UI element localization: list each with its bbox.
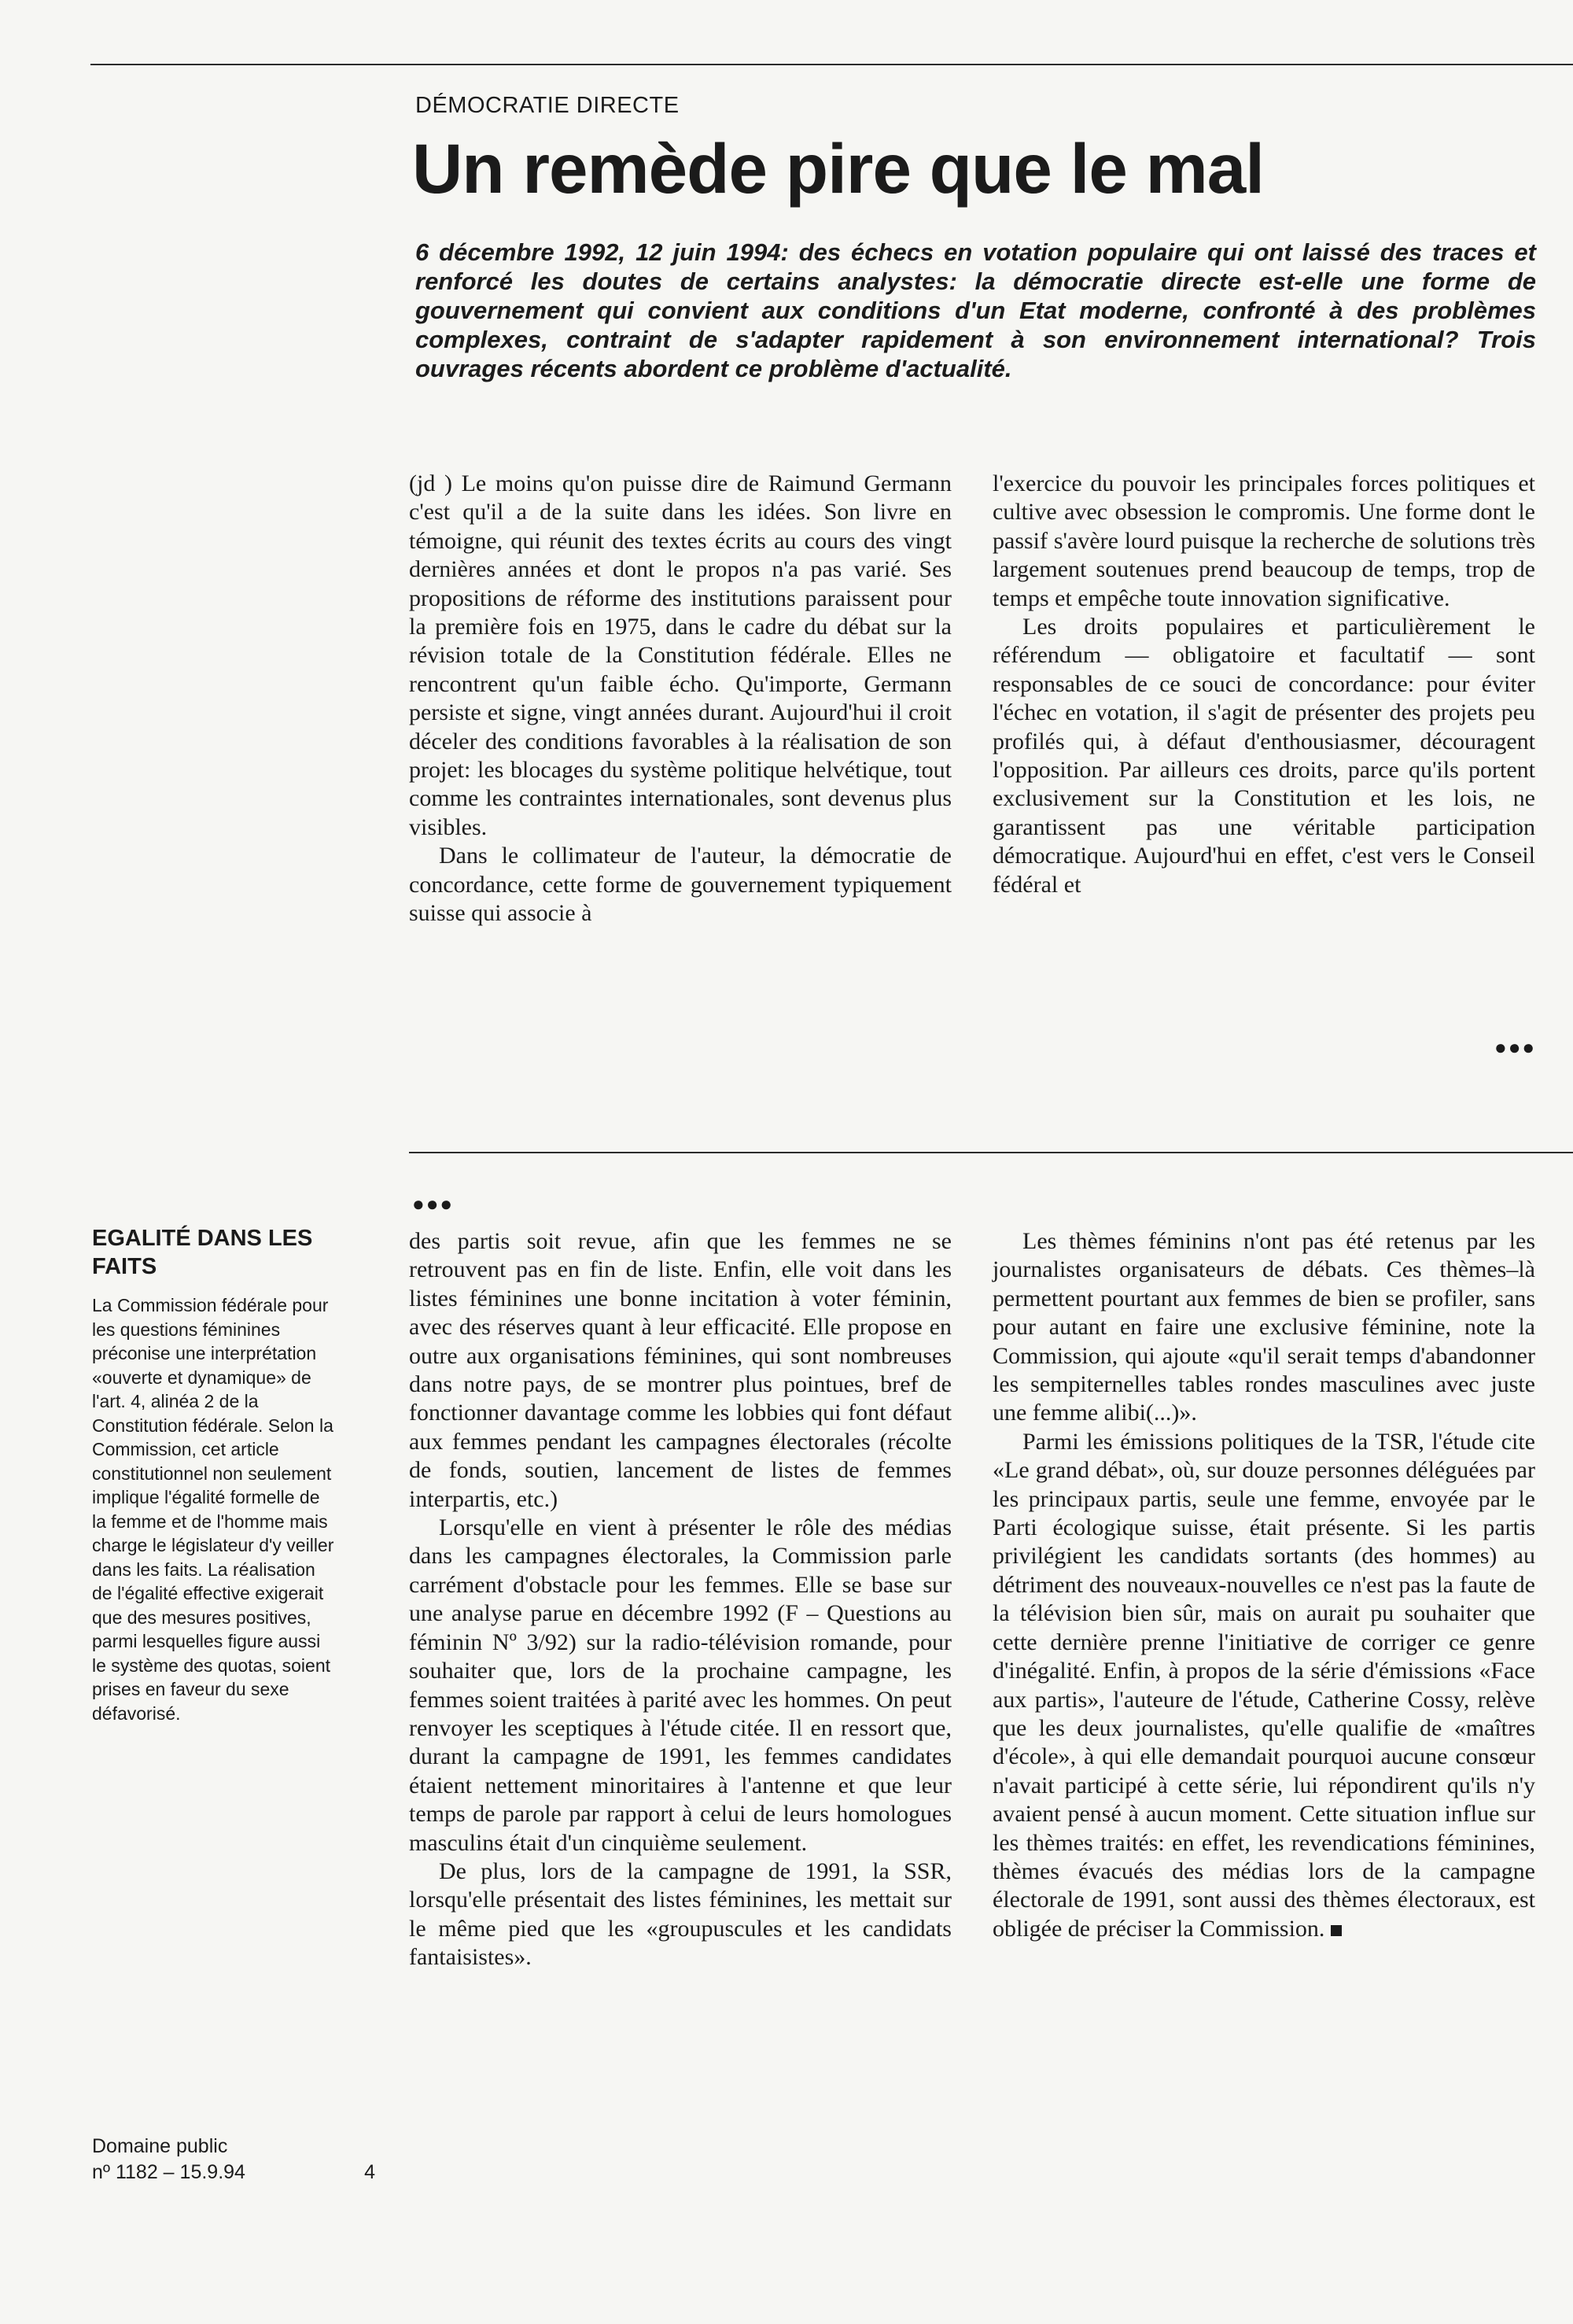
page-footer: [92, 2134, 375, 2186]
section-divider: [409, 1152, 1573, 1153]
section-kicker: DÉMOCRATIE DIRECTE: [415, 93, 680, 118]
paragraph: l'exercice du pouvoir les principales forces politiques et cultive avec obsession le compromis. Une forme dont le passif s'avère lourd puisque la recherche de solutions très largement soutenues prend beaucoup de temps, trop de temps et empêche toute innovation significative.: [993, 470, 1535, 611]
article-title: Un remède pire que le mal: [412, 129, 1264, 208]
paragraph: [993, 1428, 1535, 1943]
paragraph: Dans le collimateur de l'auteur, la démocratie de concordance, cette forme de gouvernement typiquement suisse qui associe à: [409, 843, 952, 927]
issue-info: nº 1182 – 15.9.94: [92, 2161, 245, 2183]
end-mark-icon: [1331, 1925, 1342, 1936]
continuation-marker: ●●●: [412, 1192, 455, 1215]
sidebar-box: [92, 1224, 336, 1725]
paragraph: (jd ) Le moins qu'on puisse dire de Raimund Germann c'est qu'il a de la suite dans les idées. Son livre en témoigne, qui réunit des textes écrits au cours des vingt dernières années et dont le propos n'a pas varié. Ses propositions de réforme des institutions paraissent pour la première fois en 1975, dans le cadre du débat sur la révision totale de la Constitution fédérale. Elles ne rencontrent qu'un faible écho. Qu'importe, Germann persiste et signe, vingt années durant. Aujourd'hui il croit déceler des conditions favorables à la réalisation de son projet: les blocages du système politique helvétique, tout comme les contraintes internationales, sont devenus plus visibles.: [409, 470, 952, 840]
article-column-3: [409, 1227, 952, 1972]
article-column-1: [409, 470, 952, 928]
page-number: 4: [364, 2161, 375, 2183]
paragraph: Lorsqu'elle en vient à présenter le rôle des médias dans les campagnes électorales, la Commission parle carrément d'obstacle pour les femmes. Elle se base sur une analyse parue en décembre 1992 (F – Questions au féminin Nº 3/92) sur la radio-télévision romande, pour souhaiter que, lors de la prochaine campagne, les femmes soient traitées à parité avec les hommes. On peut renvoyer les sceptiques à l'étude citée. Il en ressort que, durant la campagne de 1991, les femmes candidates étaient nettement minoritaires à l'antenne et que leur temps de parole par rapport à celui de leurs homologues masculins était d'un cinquième seulement.: [409, 1514, 952, 1856]
paragraph-text: Parmi les émissions politiques de la TSR, l'étude cite «Le grand débat», où, sur douze personnes déléguées par les principaux partis, seule une femme, envoyée par le Parti écologique suisse, était présente. Si les partis privilégient les candidats sortants (des hommes) au détriment des nouveaux-nouvelles ce n'est pas la faute de la télévision bien sûr, mais on aurait pu souhaiter que cette dernière prenne l'initiative de corriger ce genre d'inégalité. Enfin, à propos de la série d'émissions «Face aux partis», l'auteure de l'étude, Catherine Cossy, relève que les deux journalistes, qu'elle qualifie de «maîtres d'école», à qui elle demandait pourquoi aucune consœur n'avait participé à cette série, lui répondirent qu'ils n'y avaient pensé à aucun moment. Cette situation influe sur les thèmes traités: en effet, les revendications féminines, thèmes évacués des médias lors de la campagne électorale de 1991, sont aussi des thèmes électoraux, est obligée de préciser la Commission.: [993, 1428, 1535, 1942]
paragraph: De plus, lors de la campagne de 1991, la SSR, lorsqu'elle présentait des listes féminines, les mettait sur le même pied que les «groupuscules et les candidats fantaisistes».: [409, 1857, 952, 1971]
sidebar-heading: EGALITÉ DANS LES FAITS: [92, 1226, 313, 1279]
continued-marker: ●●●: [1494, 1035, 1537, 1059]
article-lede: 6 décembre 1992, 12 juin 1994: des échecs en votation populaire qui ont laissé des traces et renforcé les doutes de certains analystes: la démocratie directe est-elle une forme de gouvernement qui convient aux conditions d'un Etat moderne, confronté à des problèmes complexes, contraint de s'adapter rapidement à son environnement international? Trois ouvrages récents abordent ce problème d'actualité.: [415, 238, 1536, 382]
sidebar-body: La Commission fédérale pour les questions féminines préconise une interprétation «ouverte et dynamique» de l'art. 4, alinéa 2 de la Constitution fédérale. Selon la Commission, cet article constitutionnel non seulement implique l'égalité formelle de la femme et de l'homme mais charge le législateur d'y veiller dans les faits. La réalisation de l'égalité effective exigerait que des mesures positives, parmi lesquelles figure aussi le système des quotas, soient prises en faveur du sexe défavorisé.: [92, 1295, 334, 1724]
article-column-4: [993, 1227, 1535, 1943]
paragraph: Les thèmes féminins n'ont pas été retenus par les journalistes organisateurs de débats. Ces thèmes–là permettent pourtant aux femmes de bien se profiler, sans pour autant en faire une exclusive féminine, note la Commission, qui ajoute «qu'il serait temps d'abandonner les sempiternelles tables rondes masculines avec juste une femme alibi(...)».: [993, 1228, 1535, 1426]
top-rule: [90, 64, 1573, 65]
paragraph: Les droits populaires et particulièrement le référendum — obligatoire et facultatif — sont responsables de ce souci de concordance: pour éviter l'échec en votation, il s'agit de présenter des projets peu profilés qui, à défaut d'enthousiasmer, découragent l'opposition. Par ailleurs ces droits, parce qu'ils portent exclusivement sur la Constitution et les lois, ne garantissent pas une véritable participation démocratique. Aujourd'hui en effet, c'est vers le Conseil fédéral et: [993, 614, 1535, 898]
article-column-2: [993, 470, 1535, 899]
publication-name: Domaine public: [92, 2135, 228, 2157]
paragraph: des partis soit revue, afin que les femmes ne se retrouvent pas en fin de liste. Enfin, elle voit dans les listes féminines une bonne incitation à voter féminin, avec des réserves quant à leur efficacité. Elle propose en outre aux organisations féminines, qui sont nombreuses dans notre pays, de se montrer plus pointues, bref de fonctionner davantage comme les lobbies qui font défaut aux femmes pendant les campagnes électorales (récolte de fonds, soutien, lancement de listes de femmes interpartis, etc.): [409, 1228, 952, 1512]
